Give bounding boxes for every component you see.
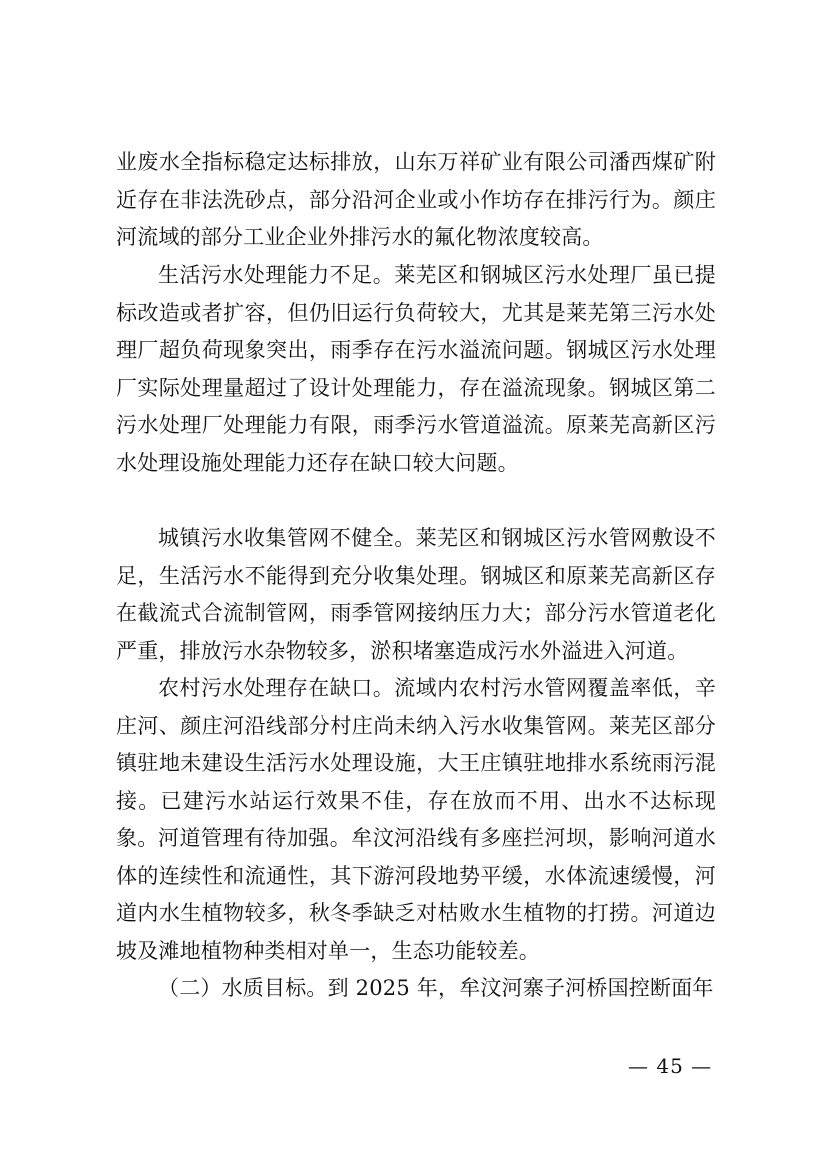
paragraph-urban-sewer-network: 城镇污水收集管网不健全。莱芜区和钢城区污水管网敷设不足，生活污水不能得到充分收集处理。钢城区和原莱芜高新区存在截流式合流制管网，雨季管网接纳压力大；部分污水管道老化严重，排放污水杂物较多，淤积堵塞造成污水外溢进入河道。 — [116, 526, 716, 663]
paragraph-industrial-wastewater: 业废水全指标稳定达标排放，山东万祥矿业有限公司潘西煤矿附近存在非法洗砂点，部分沿河企业或小作坊存在排污行为。颜庄河流域的部分工业企业外排污水的氟化物浓度较高。 — [116, 150, 716, 249]
paragraph-river-management: 河道管理有待加强。牟汶河沿线有多座拦河坝，影响河道水体的连续性和流通性，其下游河段地势平缓，水体流速缓慢，河道内水生植物较多，秋冬季缺乏对枯败水生植物的打捞。河道边坡及滩地植物种类相对单一，生态功能较差。 — [116, 826, 716, 963]
page-number: — 45 — — [628, 1054, 713, 1078]
paragraph-domestic-sewage-capacity: 生活污水处理能力不足。莱芜区和钢城区污水处理厂虽已提标改造或者扩容，但仍旧运行负荷较大，尤其是莱芜第三污水处理厂超负荷现象突出，雨季存在污水溢流问题。钢城区污水处理厂实际处理量超过了设计处理能力，存在溢流现象。钢城区第二污水处理厂处理能力有限，雨季污水管道溢流。原莱芜高新区污水处理设施处理能力还存在缺口较大问题。 — [116, 263, 716, 475]
paragraph-water-quality-target: （二）水质目标。到 2025 年，牟汶河寨子河桥国控断面年 — [158, 976, 714, 1000]
paragraph-rural-sewage: 农村污水处理存在缺口。流域内农村污水管网覆盖率低，辛庄河、颜庄河沿线部分村庄尚未纳入污水收集管网。莱芜区部分镇驻地未建设生活污水处理设施，大王庄镇驻地排水系统雨污混接。已建污水站运行效果不佳，存在放而不用、出水不达标现象。 — [116, 676, 716, 850]
